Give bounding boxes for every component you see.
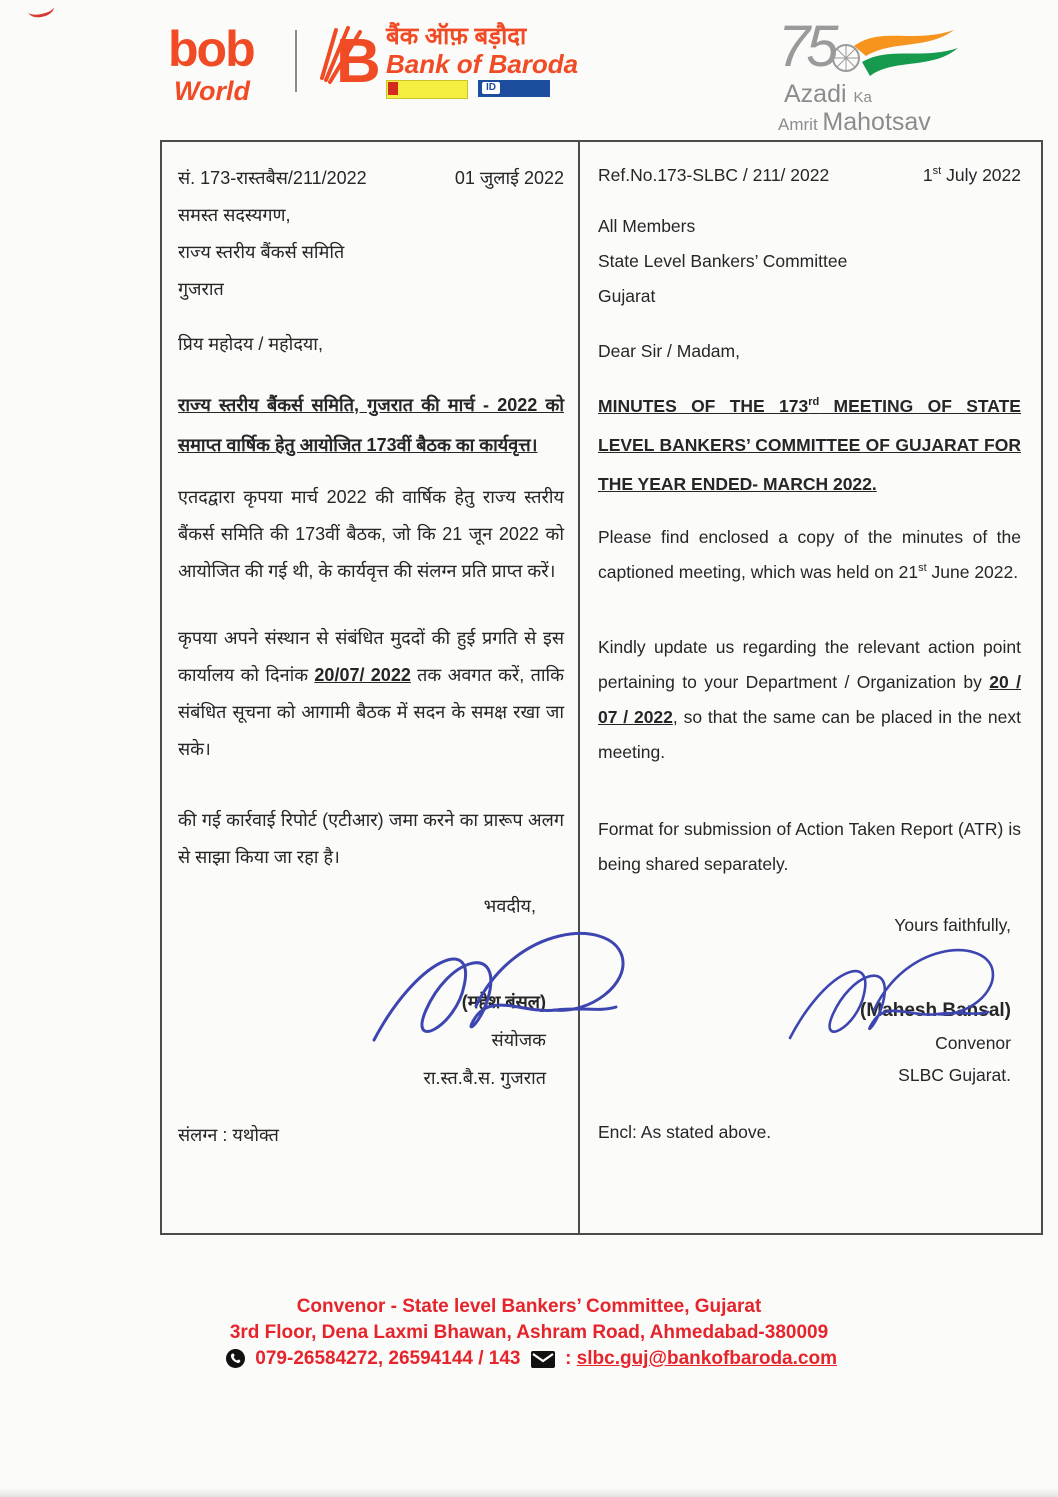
ref-line-english	[598, 158, 1021, 193]
closing-hindi: भवदीय,	[483, 896, 536, 916]
bob-world-logo	[168, 21, 254, 106]
signer-title1-hindi: संयोजक	[491, 1030, 546, 1050]
paragraph1-english: Please find enclosed a copy of the minutes of the captioned meeting, which was held on 21st June 2022.	[598, 527, 1021, 582]
paragraph2-english: Kindly update us regarding the relevant action point pertaining to your Department / Organization by 20 / 07 / 2022, so that the same can be placed in the next meeting.	[598, 637, 1022, 762]
paragraph3-english: Format for submission of Action Taken Report (ATR) is being shared separately.	[598, 819, 1021, 874]
addressee-line3-hindi: गुजरात	[178, 279, 224, 299]
closing-english: Yours faithfully,	[894, 915, 1011, 935]
bank-name-hindi: बैंक ऑफ़ बड़ौदा	[386, 23, 527, 50]
ref-line-hindi	[178, 160, 564, 197]
ref-number-hindi: सं. 173-रास्तबैस/211/2022	[178, 168, 367, 188]
english-column	[580, 142, 1041, 1233]
hindi-column	[162, 142, 580, 1233]
paragraph3-hindi: की गई कार्रवाई रिपोर्ट (एटीआर) जमा करने का प्रारूप अलग से साझा किया जा रहा है।	[178, 810, 564, 867]
paragraph2-hindi: कृपया अपने संस्थान से संबंधित मुददों की हुई प्रगति से इस कार्यालय को दिनांक 20/07/ 2022 तक अवगत करें, ताकि संबंधित सूचना को आगामी बैठक में सदन के समक्ष रखा जा सके।	[178, 628, 565, 759]
footer-line1: Convenor - State level Bankers’ Committee, Gujarat	[296, 1296, 762, 1317]
addressee-line1-english: All Members	[598, 216, 696, 236]
subject-heading-hindi: राज्य स्तरीय बैंकर्स समिति, गुजरात की मार्च - 2022 को समाप्त वार्षिक हेतु आयोजित 173वीं बैठक का कार्यवृत्त।	[178, 395, 564, 455]
salutation-english: Dear Sir / Madam,	[598, 341, 740, 361]
bob-world-logo-line2: World	[174, 76, 250, 106]
bank-of-baroda-sun-icon	[314, 24, 380, 95]
subject-heading-english: MINUTES OF THE 173rd MEETING OF STATE LEVEL BANKERS’ COMMITTEE OF GUJARAT FOR THE YEAR ENDED- MARCH 2022.	[598, 396, 1021, 494]
india-flag-swoosh-icon	[832, 24, 962, 88]
azadi-75-numeral: 75	[778, 14, 835, 79]
signature-block-english	[598, 995, 1021, 1091]
azadi-mahotsav-word: Mahotsav	[822, 108, 931, 136]
ordinal-superscript: rd	[808, 396, 820, 409]
footer-email-separator: :	[565, 1348, 572, 1369]
letter-date-english: 1st July 2022	[922, 165, 1021, 185]
bob-world-logo-line1: bob	[168, 21, 254, 77]
footer-email-link[interactable]: slbc.guj@bankofbaroda.com	[576, 1348, 837, 1369]
logo-divider	[295, 30, 297, 92]
addressee-line2-hindi: राज्य स्तरीय बैंकर्स समिति	[178, 242, 345, 262]
date-ordinal-superscript: st	[918, 562, 927, 575]
due-date-hindi: 20/07/ 2022	[314, 665, 411, 685]
signer-title1-english: Convenor	[935, 1033, 1011, 1053]
letter-date-hindi: 01 जुलाई 2022	[454, 168, 564, 188]
addressee-line2-english: State Level Bankers’ Committee	[598, 251, 848, 271]
azadi-word: Azadi	[784, 80, 847, 108]
azadi-amrit-word: Amrit	[778, 115, 818, 134]
enclosure-note-english: Encl: As stated above.	[598, 1122, 772, 1142]
footer-line3	[0, 1346, 1058, 1376]
enclosure-note-hindi: संलग्न : यथोक्त	[178, 1125, 279, 1145]
paragraph1-hindi: एतदद्वारा कृपया मार्च 2022 की वार्षिक हेतु राज्य स्तरीय बैंकर्स समिति की 173वीं बैठक, जो कि 21 जून 2022 को आयोजित की गई थी, के कार्यवृत्त की संलग्न प्रति प्राप्त करें।	[178, 487, 564, 581]
signer-name-english: (Mahesh Bansal)	[860, 1000, 1011, 1021]
salutation-hindi: प्रिय महोदय / महोदया,	[178, 334, 323, 354]
signer-name-hindi: (महेश बंसल)	[461, 992, 546, 1012]
ref-number-english: Ref.No.173-SLBC / 211/ 2022	[598, 165, 830, 185]
envelope-icon	[531, 1350, 555, 1376]
svg-text:B: B	[336, 27, 380, 90]
addressee-line3-english: Gujarat	[598, 286, 656, 306]
footer-contact-block	[0, 1294, 1058, 1376]
phone-icon	[226, 1349, 245, 1376]
footer-line2: 3rd Floor, Dena Laxmi Bhawan, Ashram Road, Ahmedabad-380009	[229, 1322, 829, 1343]
signer-title2-hindi: रा.स्त.बै.स. गुजरात	[423, 1068, 546, 1088]
bank-logo-badges	[386, 80, 550, 99]
pen-mark	[27, 0, 56, 20]
red-chip-icon	[388, 82, 398, 95]
letter-body-frame	[160, 140, 1043, 1235]
digital-india-icon: ID	[482, 82, 500, 94]
signature-block-hindi	[178, 983, 564, 1097]
signer-title2-english: SLBC Gujarat.	[898, 1065, 1011, 1085]
azadi-ka-amrit-mahotsav-logo	[778, 14, 931, 136]
addressee-line1-hindi: समस्त सदस्यगण,	[178, 205, 291, 225]
scan-edge-shadow	[0, 1488, 1058, 1497]
bank-name-english: Bank of Baroda	[386, 49, 579, 80]
date-ordinal-superscript: st	[932, 165, 942, 178]
blue-badge	[478, 80, 550, 97]
footer-phone-numbers: 079-26584272, 26594144 / 143	[255, 1348, 521, 1369]
due-date-english: 20 / 07 / 2022	[598, 672, 1021, 727]
yellow-badge	[386, 80, 468, 99]
bank-of-baroda-wordmark	[386, 24, 578, 78]
azadi-ka-word: Ka	[853, 89, 872, 106]
